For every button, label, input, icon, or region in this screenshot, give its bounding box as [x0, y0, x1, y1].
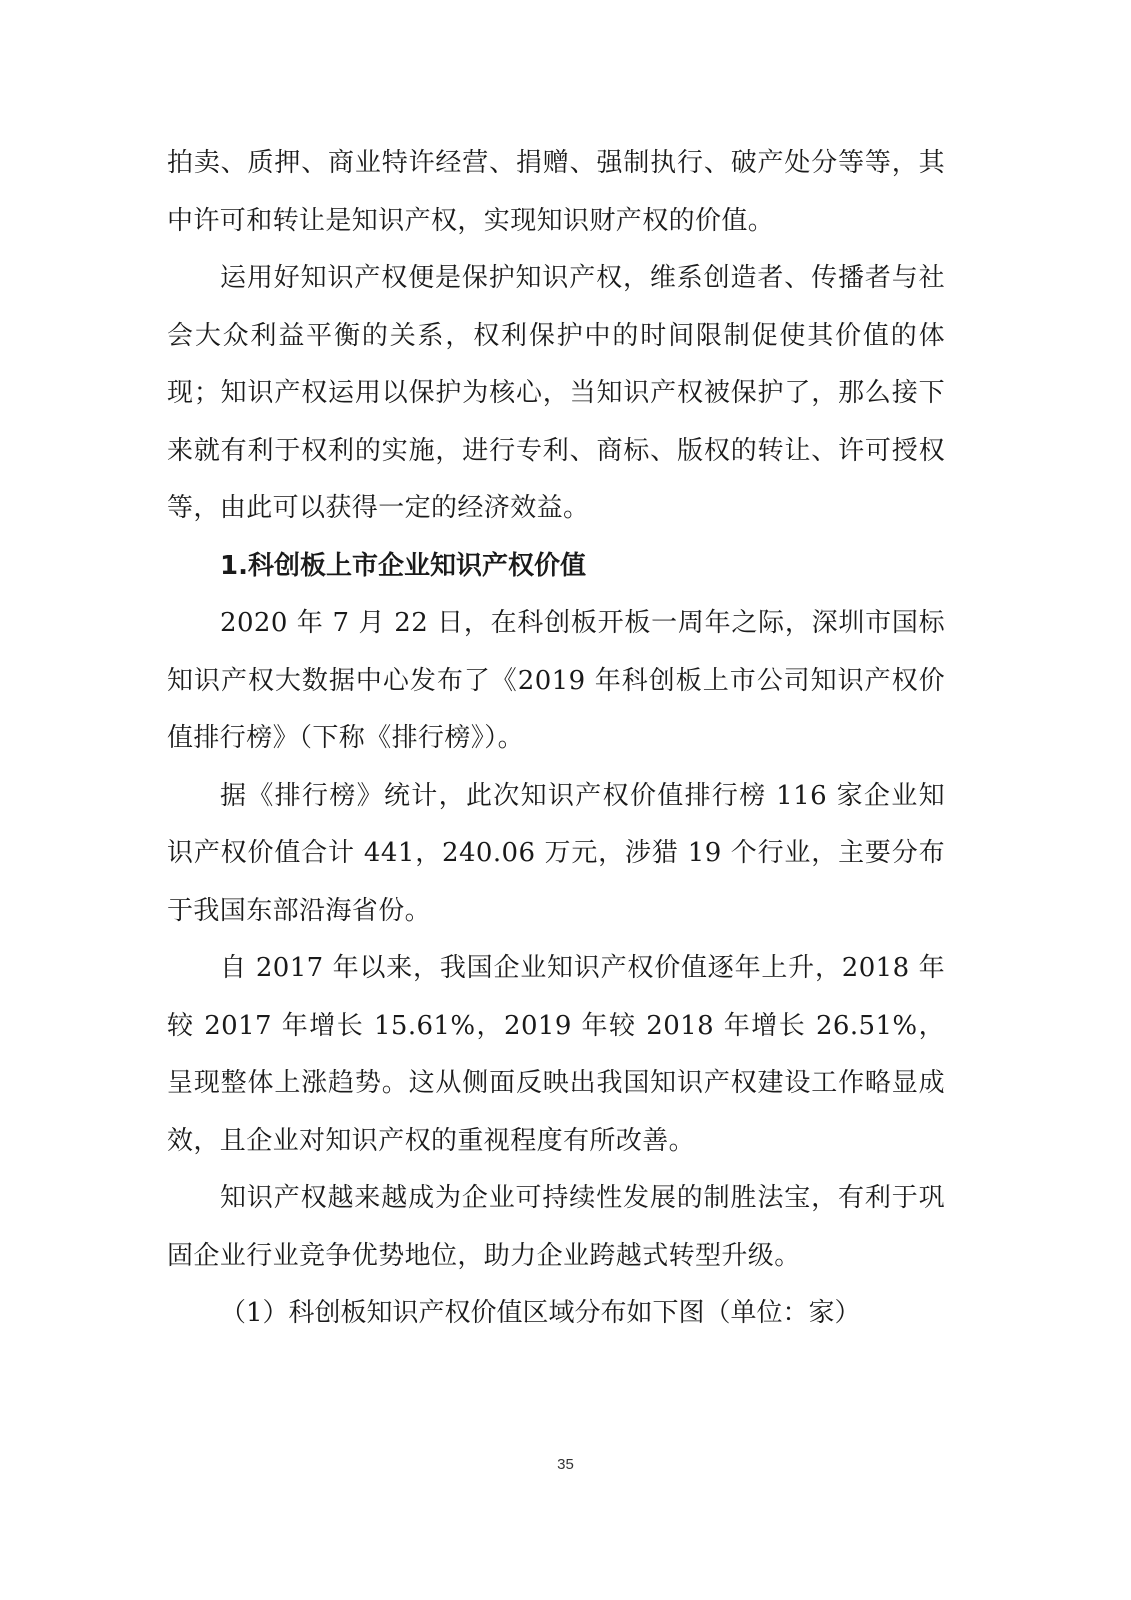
paragraph-growth-trend: 自 2017 年以来，我国企业知识产权价值逐年上升，2018 年较 2017 年增长 15.61%，2019 年较 2018 年增长 26.51%，呈现整体上涨趋势。这从侧面反映出我国知识产权建设工作略显成效，且企业对知识产权的重视程度有所改善。 — [167, 953, 945, 1156]
paragraph-ranking-stats: 据《排行榜》统计，此次知识产权价值排行榜 116 家企业知识产权价值合计 441，240.06 万元，涉猎 19 个行业，主要分布于我国东部沿海省份。 — [167, 780, 945, 926]
paragraph-ip-protection: 运用好知识产权便是保护知识产权，维系创造者、传播者与社会大众利益平衡的关系，权利保护中的时间限制促使其价值的体现；知识产权运用以保护为核心，当知识产权被保护了，那么接下来就有利于权利的实施，进行专利、商标、版权的转让、许可授权等，由此可以获得一定的经济效益。 — [167, 263, 945, 523]
page-number: 35 — [557, 1456, 574, 1473]
paragraph-ranking-release: 2020 年 7 月 22 日，在科创板开板一周年之际，深圳市国标知识产权大数据中心发布了《2019 年科创板上市公司知识产权价值排行榜》（下称《排行榜》）。 — [167, 608, 945, 753]
figure-caption: （1）科创板知识产权价值区域分布如下图（单位：家） — [220, 1298, 861, 1328]
page-body — [167, 135, 945, 1343]
paragraph-ip-importance: 知识产权越来越成为企业可持续性发展的制胜法宝，有利于巩固企业行业竞争优势地位，助力企业跨越式转型升级。 — [167, 1183, 945, 1271]
section-heading: 1.科创板上市企业知识产权价值 — [220, 550, 586, 581]
paragraph-continuation: 拍卖、质押、商业特许经营、捐赠、强制执行、破产处分等等，其中许可和转让是知识产权，实现知识财产权的价值。 — [167, 148, 945, 236]
